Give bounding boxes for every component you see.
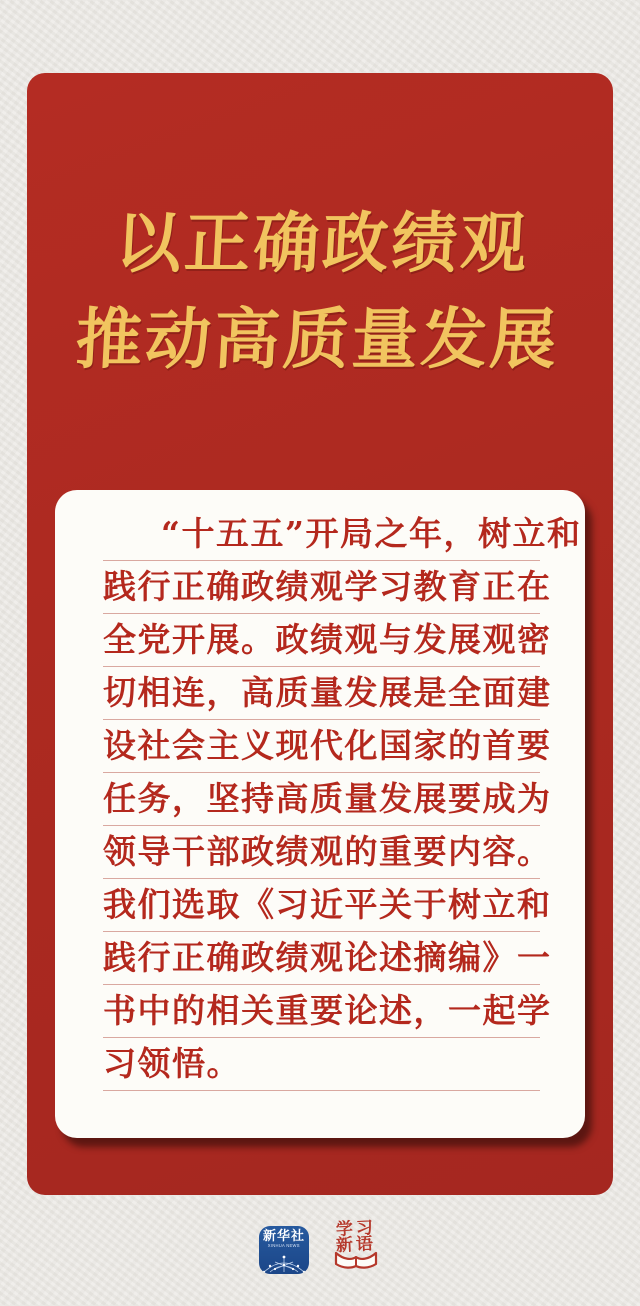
note-line-5: 设社会主义现代化国家的首要 [103,720,540,773]
xinhua-logo-en-text: XINHUA NEWS [268,1243,301,1249]
xinhua-globe-network-icon [262,1253,306,1273]
note-line-9: 践行正确政绩观论述摘编》一 [103,932,540,985]
note-line-11: 习领悟。 [103,1038,540,1091]
note-line-1: “十五五”开局之年，树立和 [103,508,540,561]
note-line-2: 践行正确政绩观学习教育正在 [103,561,540,614]
poster-title-line2: 推动高质量发展 [73,300,562,378]
poster-title-line1: 以正确政绩观 [113,204,532,282]
footer-logos [0,1218,640,1282]
poster-title [22,195,618,387]
note-line-7: 领导干部政绩观的重要内容。 [103,826,540,879]
xinhua-logo-cn-text: 新华社 [262,1229,305,1244]
note-line-3: 全党开展。政绩观与发展观密 [103,614,540,667]
note-line-4: 切相连，高质量发展是全面建 [103,667,540,720]
xuexi-xinyu-seal-logo [331,1217,381,1279]
note-line-8: 我们选取《习近平关于树立和 [103,879,540,932]
xinhua-news-logo [259,1226,309,1274]
red-poster-card [27,73,613,1195]
note-text-block [103,508,582,1091]
note-line-6: 任务，坚持高质量发展要成为 [103,773,540,826]
seal-text-row2: 新语 [335,1233,377,1257]
seal-text-row1: 学习 [335,1217,377,1241]
note-card [55,490,585,1138]
note-line-10: 书中的相关重要论述，一起学 [103,985,540,1038]
